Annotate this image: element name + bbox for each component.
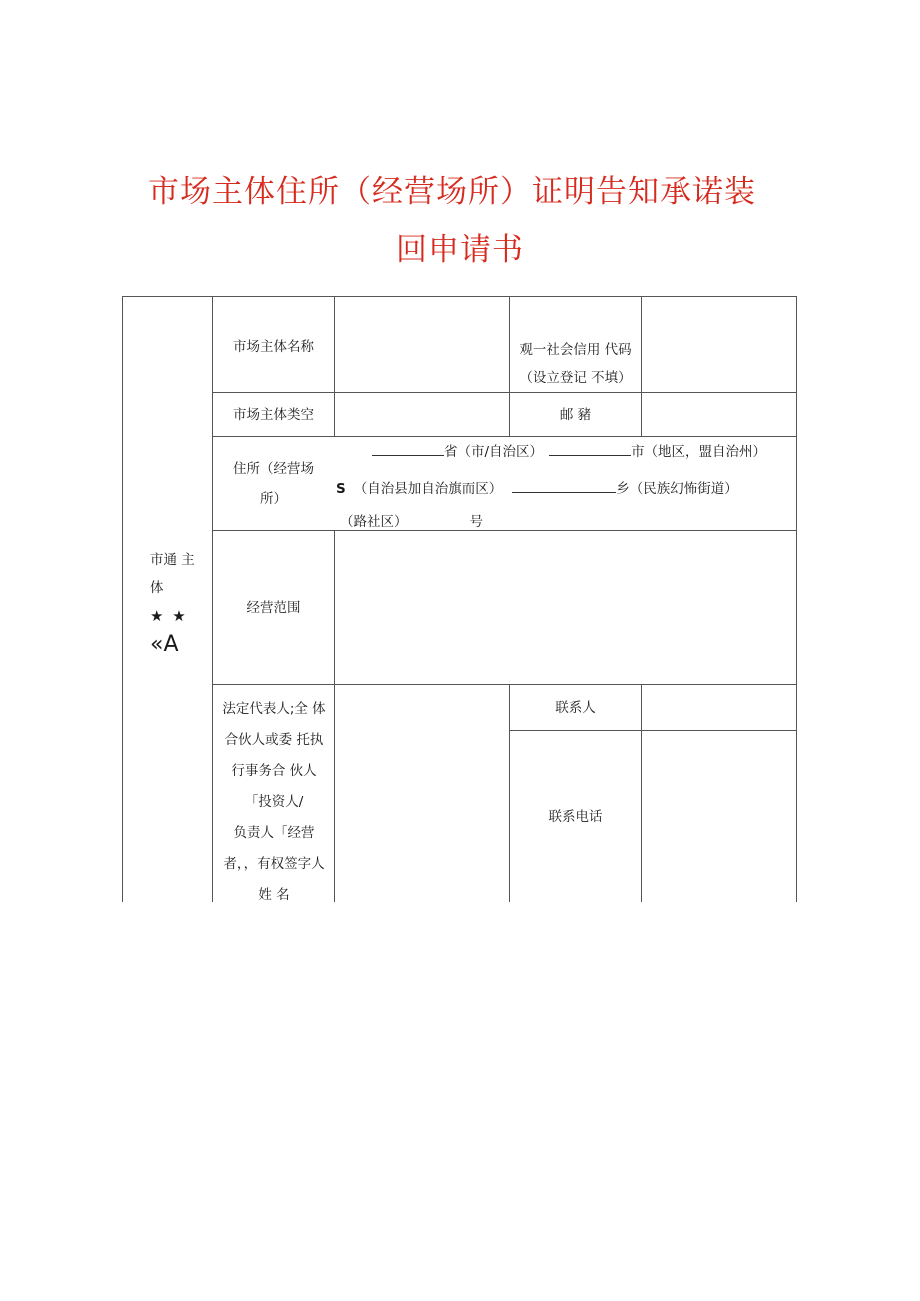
form-title-line1: 市场主体住所（经营场所）证明告知承诺装 <box>148 174 756 210</box>
form-title-line2: 回申请书 <box>396 232 524 268</box>
legal-rep-label-line: 「投资人/ <box>244 794 304 810</box>
section-label-stars: ★ ★ <box>150 607 188 625</box>
phone-input-cell[interactable] <box>642 731 796 902</box>
contact-input-cell[interactable] <box>642 685 796 730</box>
scope-input-cell[interactable] <box>335 531 796 684</box>
address-label-line2: 所） <box>260 490 287 507</box>
grid-line-left <box>122 296 123 902</box>
city-blank[interactable] <box>549 441 631 456</box>
section-label-line4: «A <box>150 632 179 657</box>
legal-rep-input-cell[interactable] <box>335 685 509 902</box>
address-line-1[interactable] <box>372 441 766 462</box>
number-text: 号 <box>469 514 483 530</box>
type-label: 市场主体类空 <box>233 406 314 423</box>
legal-rep-label-line: 法定代表人;全 体 <box>222 701 326 717</box>
grid-line-right <box>796 296 797 902</box>
province-text: 省（市/自治区） <box>444 444 544 460</box>
road-text: （路社区） <box>340 514 408 530</box>
name-label: 市场主体名称 <box>233 339 314 355</box>
name-input-cell[interactable] <box>335 297 509 392</box>
postcode-label: 邮 豬 <box>559 406 592 423</box>
township-blank[interactable] <box>512 478 616 493</box>
legal-rep-label-line: 合伙人或委 托执 <box>224 732 324 748</box>
credit-code-label-line2: （设立登记 不填） <box>519 370 632 386</box>
postcode-input-cell[interactable] <box>642 393 796 436</box>
legal-rep-label-line: 行事务合 伙人 <box>231 763 317 779</box>
legal-rep-label-line: 姓 名 <box>258 887 290 903</box>
county-text: （自治县加自治旗而区） <box>353 481 503 497</box>
legal-rep-label-line: 负责人「经营 <box>233 825 315 841</box>
address-label <box>213 437 334 530</box>
address-line-3[interactable] <box>340 512 483 532</box>
township-text: 乡（民族幻怖街道） <box>616 481 738 497</box>
section-label-line1: 市通 主 <box>150 552 195 568</box>
legal-rep-label-line: 者，，有权签字人 <box>223 856 325 872</box>
address-line-2[interactable] <box>336 478 738 499</box>
legal-rep-label <box>214 694 334 911</box>
section-label <box>150 546 210 660</box>
credit-code-label <box>510 336 641 392</box>
county-prefix: S <box>336 481 346 497</box>
phone-label: 联系电话 <box>548 808 603 825</box>
province-blank[interactable] <box>372 441 444 456</box>
credit-code-label-line1: 观一社会信用 代码 <box>519 342 632 358</box>
address-label-line1: 住所（经营场 <box>233 460 314 477</box>
section-label-line2: 体 <box>150 580 164 596</box>
contact-label: 联系人 <box>555 699 596 716</box>
type-input-cell[interactable] <box>335 393 509 436</box>
credit-code-input-cell[interactable] <box>642 297 796 392</box>
scope-label: 经营范围 <box>246 599 301 616</box>
city-text: 市（地区，盟自治州） <box>631 444 767 460</box>
